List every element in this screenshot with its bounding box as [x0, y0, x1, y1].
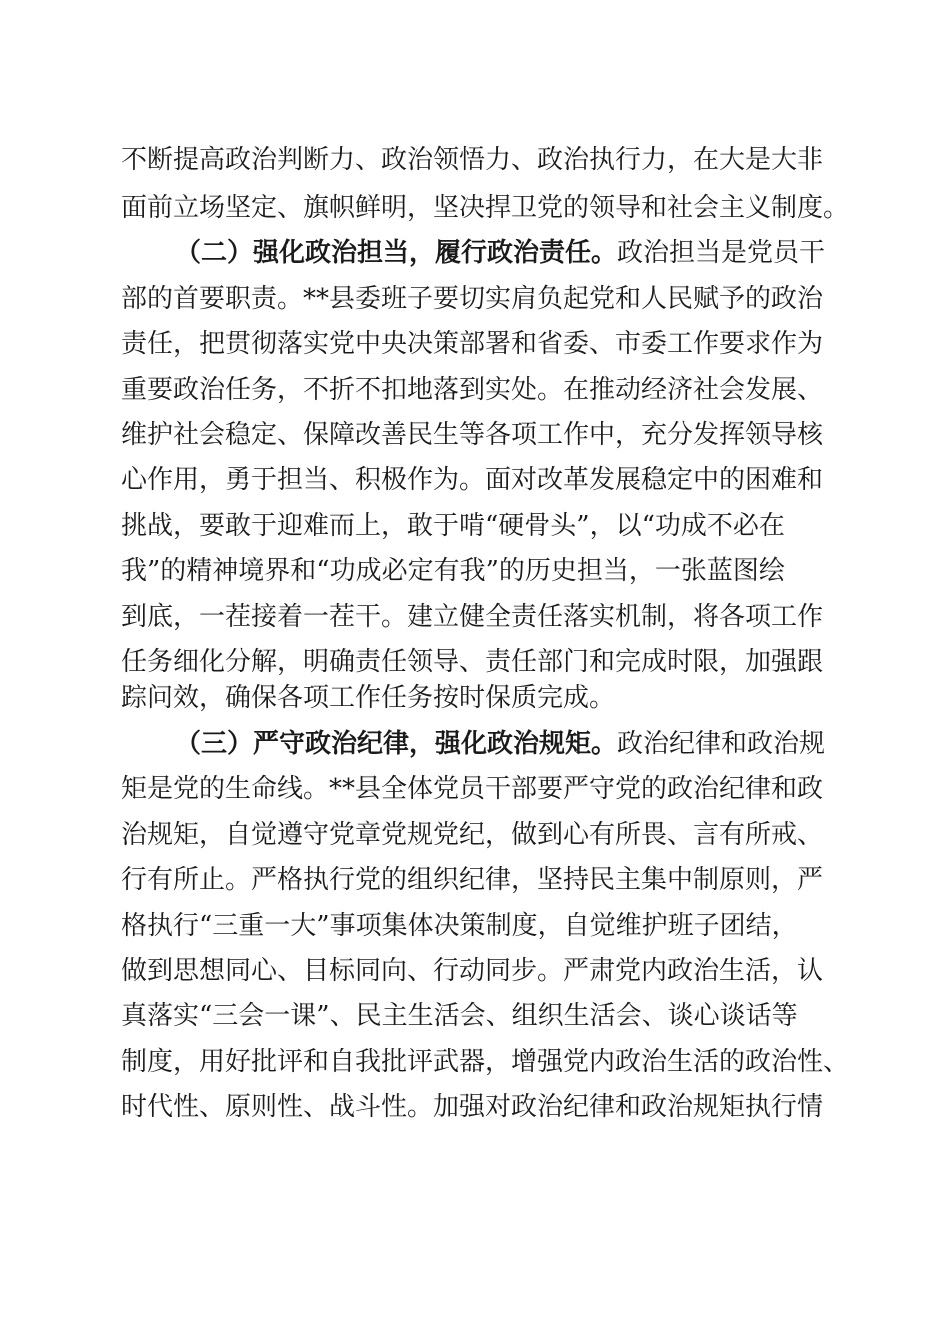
line-text: 维护社会稳定、保障改善民生等各项工作中，充分发挥领导核	[121, 420, 824, 450]
line-text: 任务细化分解，明确责任领导、责任部门和完成时限，加强跟	[121, 647, 824, 677]
line-text: 矩是党的生命线。**县全体党员干部要严守党的政治纪律和政	[121, 774, 824, 804]
line-text: 心作用，勇于担当、积极作为。面对改革发展稳定中的困难和	[121, 465, 824, 495]
text-line	[0, 1085, 950, 1129]
text-line	[0, 549, 950, 593]
line-text: 真落实“三会一课”、民主生活会、组织生活会、谈心谈话等	[121, 1001, 798, 1031]
line-text: 制度，用好批评和自我批评武器，增强党内政治生活的政治性、	[121, 1047, 850, 1077]
line-text: 格执行“三重一大”事项集体决策制度，自觉维护班子团结，	[121, 911, 798, 941]
line-text: 行有所止。严格执行党的组织纪律，坚持民主集中制原则，严	[121, 865, 824, 895]
section-3-lead-text: 政治纪律和政治规	[617, 729, 826, 759]
text-line	[0, 368, 950, 412]
line-text: 踪问效，确保各项工作任务按时保质完成。	[121, 683, 616, 713]
section-2-first-line	[0, 231, 950, 275]
text-line	[0, 994, 950, 1038]
text-line	[0, 904, 950, 948]
section-2-lead-text: 政治担当是党员干	[617, 238, 826, 268]
text-line	[0, 676, 950, 720]
line-text: 不断提高政治判断力、政治领悟力、政治执行力，在大是大非	[121, 145, 824, 175]
text-line	[0, 767, 950, 811]
text-line	[0, 504, 950, 548]
line-text: 时代性、原则性、战斗性。加强对政治纪律和政治规矩执行情	[121, 1092, 824, 1122]
text-line	[0, 138, 950, 182]
line-text: 治规矩，自觉遵守党章党规党纪，做到心有所畏、言有所戒、	[121, 820, 824, 850]
section-2-heading: （二）强化政治担当，履行政治责任。	[175, 238, 618, 268]
text-line	[0, 595, 950, 639]
line-text: 做到思想同心、目标同向、行动同步。严肃党内政治生活，认	[121, 956, 824, 986]
line-text: 部的首要职责。**县委班子要切实肩负起党和人民赋予的政治	[121, 284, 824, 314]
text-line	[0, 413, 950, 457]
text-line	[0, 1040, 950, 1084]
text-line	[0, 949, 950, 993]
section-3-first-line	[0, 722, 950, 766]
text-line	[0, 458, 950, 502]
text-line	[0, 813, 950, 857]
line-text: 挑战，要敢于迎难而上，敢于啃“硬骨头”，以“功成不必在	[121, 511, 785, 541]
line-text: 责任，把贯彻落实党中央决策部署和省委、市委工作要求作为	[121, 329, 824, 359]
text-line	[0, 322, 950, 366]
text-line	[0, 277, 950, 321]
line-text: 我”的精神境界和“功成必定有我”的历史担当，一张蓝图绘	[121, 556, 785, 586]
section-3-heading: （三）严守政治纪律，强化政治规矩。	[175, 729, 618, 759]
text-line	[0, 858, 950, 902]
line-text: 面前立场坚定、旗帜鲜明，坚决捍卫党的领导和社会主义制度。	[121, 193, 850, 223]
text-line	[0, 186, 950, 230]
line-text: 到底，一茬接着一茬干。建立健全责任落实机制，将各项工作	[121, 602, 824, 632]
line-text: 重要政治任务，不折不扣地落到实处。在推动经济社会发展、	[121, 375, 824, 405]
